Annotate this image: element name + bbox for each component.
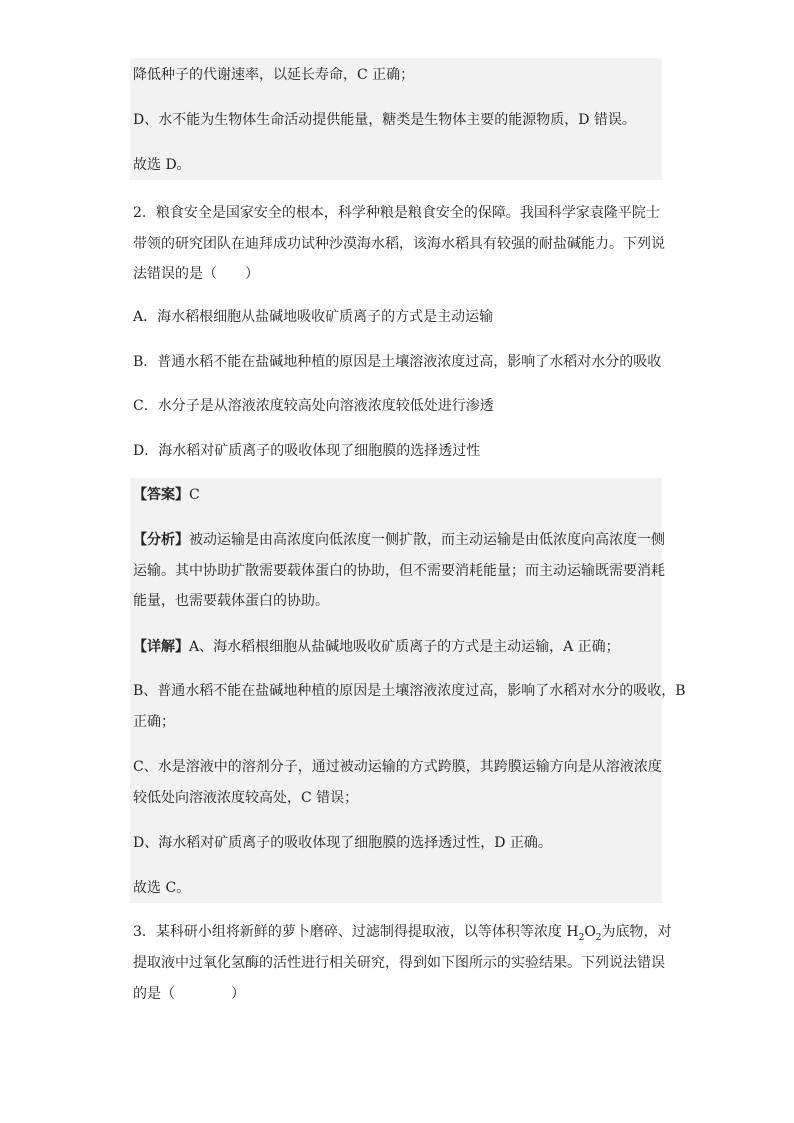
analysis-text: 被动运输是由高浓度向低浓度一侧扩散，而主动运输是由低浓度向高浓度一侧 (189, 532, 665, 548)
detail-line: D、海水稻对矿质离子的吸收体现了细胞膜的选择透过性，D 正确。 (133, 835, 552, 851)
q3-text-pre: 3．某科研小组将新鲜的萝卜磨碎、过滤制得提取液，以等体积等浓度 H (133, 924, 579, 940)
detail-line: 正确； (133, 714, 175, 730)
analysis-line: 运输。其中协助扩散需要载体蛋白的协助，但不需要消耗能量；而主动运输既需要消耗 (133, 563, 665, 579)
q3-text-post: 为底物，对 (601, 924, 672, 940)
detail-text: A、海水稻根细胞从盐碱地吸收矿质离子的方式是主动运输，A 正确； (189, 639, 620, 655)
text-line: D、水不能为生物体生命活动提供能量，糖类是生物体主要的能源物质，D 错误。 (133, 112, 636, 128)
detail-line: B、普通水稻不能在盐碱地种植的原因是土壤溶液浓度过高，影响了水稻对水分的吸收，B (133, 683, 686, 699)
question3-stem (133, 922, 672, 948)
question3-stem: 的是（ ） (133, 986, 245, 1002)
option-d: D．海水稻对矿质离子的吸收体现了细胞膜的选择透过性 (133, 443, 481, 459)
q3-sub: 2 (578, 932, 585, 943)
question-stem: 带领的研究团队在迪拜成功试种沙漠海水稻，该海水稻具有较强的耐盐碱能力。下列说 (133, 236, 665, 252)
option-a: A．海水稻根细胞从盐碱地吸收矿质离子的方式是主动运输 (133, 309, 494, 325)
question-stem: 法错误的是（ ） (133, 266, 259, 282)
question-stem: 2．粮食安全是国家安全的根本，科学种粮是粮食安全的保障。我国科学家袁隆平院士 (133, 205, 660, 221)
answer-value: C (189, 487, 200, 503)
answer-tag: 【答案】 (133, 487, 189, 503)
text-line: 故选 D。 (133, 157, 191, 173)
analysis-tag: 【分析】 (133, 532, 189, 548)
q3-text-mid: O (584, 924, 596, 940)
analysis-line (133, 530, 665, 550)
analysis-line: 能量，也需要载体蛋白的协助。 (133, 593, 329, 609)
detail-line (133, 637, 620, 657)
detail-line: 故选 C。 (133, 880, 191, 896)
option-b: B．普通水稻不能在盐碱地种植的原因是土壤溶液浓度过高，影响了水稻对水分的吸收 (133, 354, 662, 370)
option-c: C．水分子是从溶液浓度较高处向溶液浓度较低处进行渗透 (133, 398, 494, 414)
detail-tag: 【详解】 (133, 639, 189, 655)
detail-line: C、水是溶液中的溶剂分子，通过被动运输的方式跨膜，其跨膜运输方向是从溶液浓度 (133, 759, 662, 775)
detail-line: 较低处向溶液浓度较高处，C 错误； (133, 790, 359, 806)
q3-sub: 2 (595, 932, 602, 943)
question3-stem: 提取液中过氧化氢酶的活性进行相关研究，得到如下图所示的实验结果。下列说法错误 (133, 955, 665, 971)
answer-line (133, 485, 200, 505)
text-line: 降低种子的代谢速率，以延长寿命，C 正确； (133, 67, 415, 83)
